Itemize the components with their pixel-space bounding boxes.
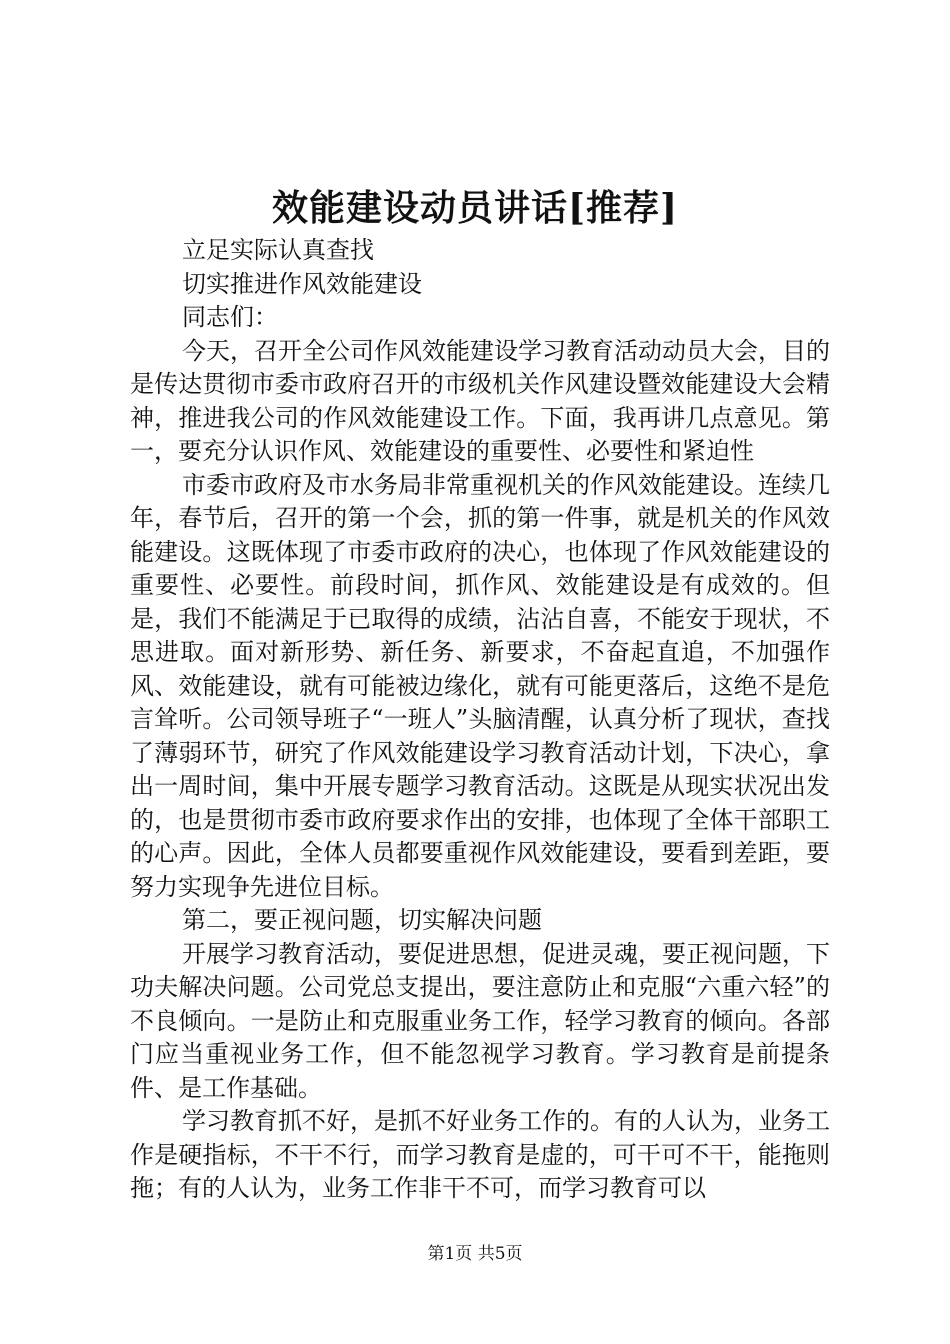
document-title: 效能建设动员讲话[推荐] [271,187,679,229]
subtitle-line-2: 切实推进作风效能建设 [182,269,422,298]
body-paragraph: 今天，召开全公司作风效能建设学习教育活动动员大会，目的是传达贯彻市委市政府召开的市级机关作风建设暨效能建设大会精神，推进我公司的作风效能建设工作。下面，我再讲几点意见。第一，要充分认识作风、效能建设的重要性、必要性和紧迫性 [130,336,830,465]
body-paragraph: 市委市政府及市水务局非常重视机关的作风效能建设。连续几年，春节后，召开的第一个会，抓的第一件事，就是机关的作风效能建设。这既体现了市委市政府的决心，也体现了作风效能建设的重要性、必要性。前段时间，抓作风、效能建设是有成效的。但是，我们不能满足于已取得的成绩，沾沾自喜，不能安于现状，不思进取。面对新形势、新任务、新要求，不奋起直追，不加强作风、效能建设，就有可能被边缘化，就有可能更落后，这绝不是危言耸听。公司领导班子“一班人”头脑清醒，认真分析了现状，查找了薄弱环节，研究了作风效能建设学习教育活动计划，下决心，拿出一周时间，集中开展专题学习教育活动。这既是从现实状况出发的，也是贯彻市委市政府要求作出的安排，也体现了全体干部职工的心声。因此，全体人员都要重视作风效能建设，要看到差距，要努力实现争先进位目标。 [130,470,830,901]
section-heading: 第二，要正视问题，切实解决问题 [182,906,542,934]
salutation: 同志们： [182,303,278,331]
document-body [130,234,830,1206]
body-paragraph: 开展学习教育活动，要促进思想，促进灵魂，要正视问题，下功夫解决问题。公司党总支提出，要注意防止和克服“六重六轻”的不良倾向。一是防止和克服重业务工作，轻学习教育的倾向。各部门应当重视业务工作，但不能忽视学习教育。学习教育是前提条件、是工作基础。 [130,939,830,1102]
subtitle-line-1: 立足实际认真查找 [182,236,374,264]
body-paragraph: 学习教育抓不好，是抓不好业务工作的。有的人认为，业务工作是硬指标，不干不行，而学习教育是虚的，可干可不干，能拖则拖；有的人认为，业务工作非干不可，而学习教育可以 [130,1107,830,1202]
page-footer: 第1页 共5页 [427,1244,523,1264]
